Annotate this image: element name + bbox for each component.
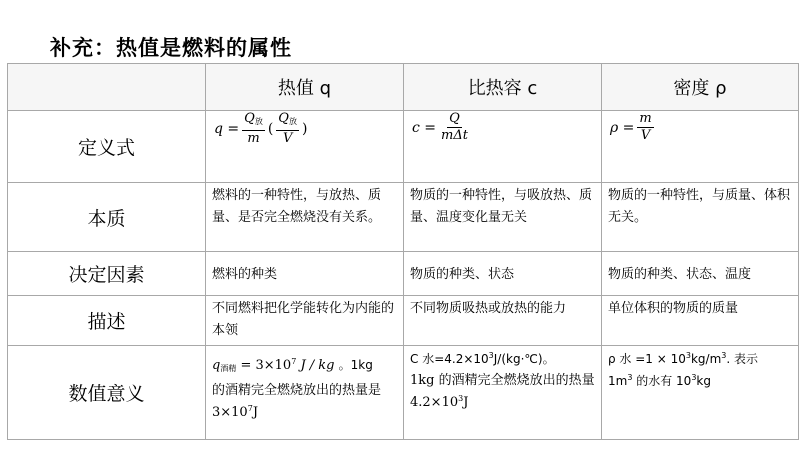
formula-heat-value: q = $\frac{Q_放}{m}$ ( $\frac{Q_放}{V}$ ) <box>206 111 404 183</box>
column-header-density: 密度 ρ <box>602 64 799 111</box>
essence-density: 物质的一种特性，与质量、体积无关。 <box>602 183 799 252</box>
column-header-specific-heat: 比热容 c <box>404 64 602 111</box>
table-row-essence <box>8 183 799 252</box>
essence-specific-heat: 物质的一种特性，与吸放热、质量、温度变化量无关 <box>404 183 602 252</box>
column-header-heat-value: 热值 q <box>206 64 404 111</box>
essence-heat-value: 燃料的一种特性，与放热、质量、是否完全燃烧没有关系。 <box>206 183 404 252</box>
meaning-density: ρ 水 $=1 \times 10^3kg/m^3$. 表示 $1m^3$ 的水有 $10^3kg$ <box>602 346 799 440</box>
comparison-table <box>7 63 799 440</box>
header-row <box>8 64 799 111</box>
factors-heat-value: 燃料的种类 <box>206 252 404 296</box>
row-label-essence: 本质 <box>8 183 206 252</box>
corner-cell <box>8 64 206 111</box>
row-label-factors: 决定因素 <box>8 252 206 296</box>
fraction: $\frac{Q_放}{m}$ <box>244 111 263 146</box>
meaning-heat-value: $q_{酒精} = 3\times 10^7$ J / kg 。1kg 的酒精完全燃烧放出的热量是 $3\times 10^7J$ <box>206 346 404 440</box>
factors-specific-heat: 物质的种类、状态 <box>404 252 602 296</box>
fraction: $\frac{m}{V}$ <box>639 111 652 143</box>
table-row-meaning <box>8 346 799 440</box>
meaning-specific-heat: C 水$=4.2\times 10^3J/(kg\cdot℃)$。 1kg 的酒精完全燃烧放出的热量 $4.2\times 10^3J$ <box>404 346 602 440</box>
row-label-description: 描述 <box>8 296 206 346</box>
formula-lhs: q = <box>214 121 240 137</box>
page-title: 补充：热值是燃料的属性 <box>50 36 292 60</box>
table-row-description <box>8 296 799 346</box>
row-label-meaning: 数值意义 <box>8 346 206 440</box>
description-density: 单位体积的物质的质量 <box>602 296 799 346</box>
description-heat-value: 不同燃料把化学能转化为内能的本领 <box>206 296 404 346</box>
fraction-alt: $\frac{Q_放}{V}$ <box>278 111 297 146</box>
formula-specific-heat: c = $\frac{Q}{\text{mΔt}}$ <box>404 111 602 183</box>
table-row-definition <box>8 111 799 183</box>
formula-density: ρ = $\frac{m}{V}$ <box>602 111 799 183</box>
factors-density: 物质的种类、状态、温度 <box>602 252 799 296</box>
fraction: $\frac{Q}{\text{mΔt}}$ <box>441 111 468 143</box>
row-label-definition: 定义式 <box>8 111 206 183</box>
table-row-factors <box>8 252 799 296</box>
description-specific-heat: 不同物质吸热或放热的能力 <box>404 296 602 346</box>
